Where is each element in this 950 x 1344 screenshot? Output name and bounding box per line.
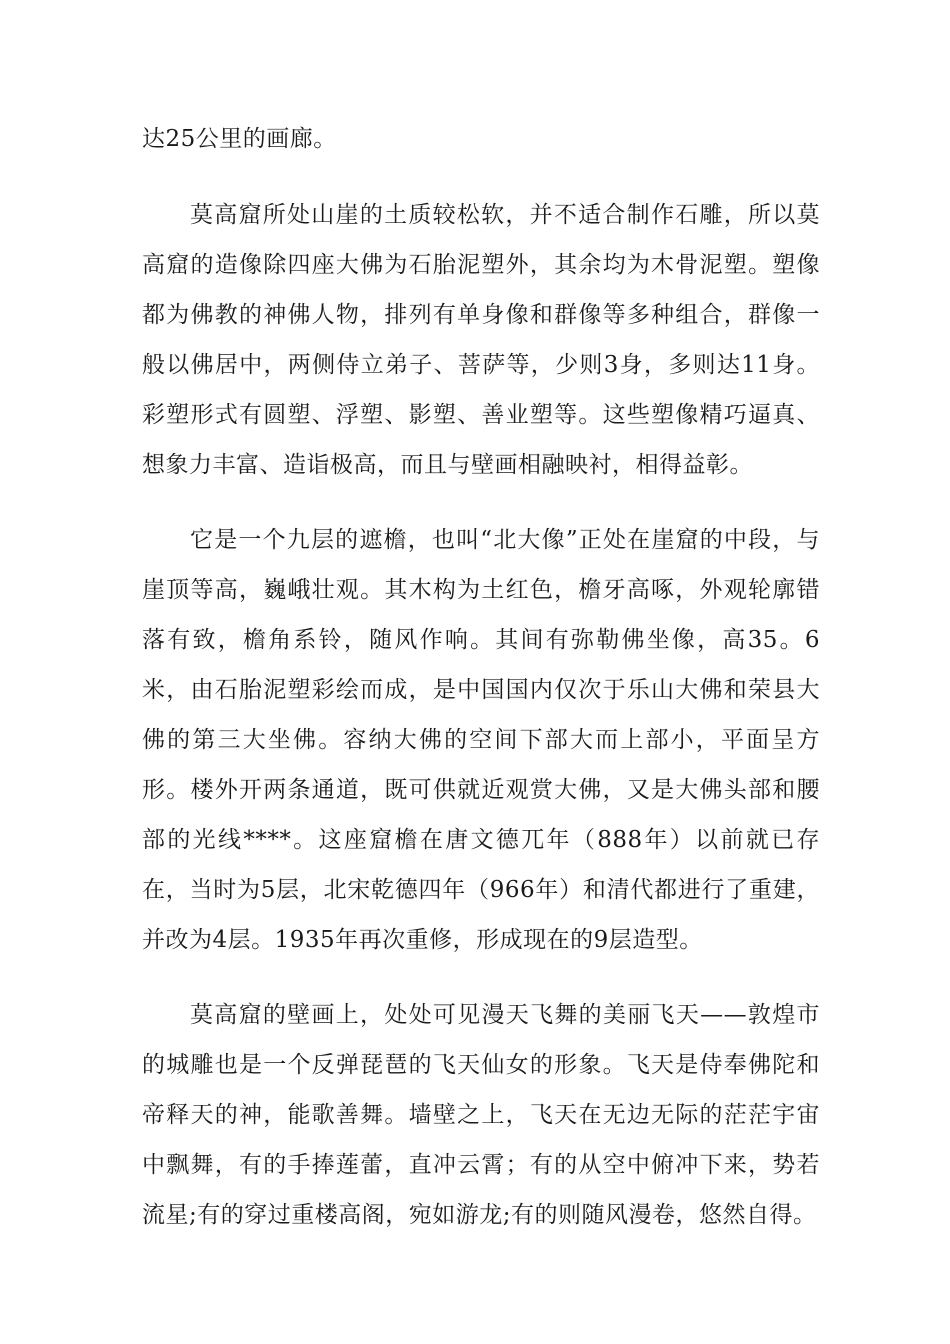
- paragraph-4: 莫高窟的壁画上，处处可见漫天飞舞的美丽飞天——敦煌市的城雕也是一个反弹琵琶的飞天仙女的形象。飞天是侍奉佛陀和帝释天的神，能歌善舞。墙壁之上，飞天在无边无际的茫茫宇宙中飘舞，有的手捧莲蕾，直冲云霄；有的从空中俯冲下来，势若流星;有的穿过重楼高阁，宛如游龙;有的则随风漫卷，悠然自得。: [142, 1002, 820, 1228]
- document-page: [142, 114, 820, 1265]
- paragraph-3: 它是一个九层的遮檐，也叫“北大像”正处在崖窟的中段，与崖顶等高，巍峨壮观。其木构为土红色，檐牙高啄，外观轮廓错落有致，檐角系铃，随风作响。其间有弥勒佛坐像，高35。6米，由石胎泥塑彩绘而成，是中国国内仅次于乐山大佛和荣县大佛的第三大坐佛。容纳大佛的空间下部大而上部小，平面呈方形。楼外开两条通道，既可供就近观赏大佛，又是大佛头部和腰部的光线****。这座窟檐在唐文德兀年（888年）以前就已存在，当时为5层，北宋乾德四年（966年）和清代都进行了重建，并改为4层。1935年再次重修，形成现在的9层造型。: [142, 527, 820, 953]
- paragraph-2: 莫高窟所处山崖的土质较松软，并不适合制作石雕，所以莫高窟的造像除四座大佛为石胎泥塑外，其余均为木骨泥塑。塑像都为佛教的神佛人物，排列有单身像和群像等多种组合，群像一般以佛居中，两侧侍立弟子、菩萨等，少则3身，多则达11身。彩塑形式有圆塑、浮塑、影塑、善业塑等。这些塑像精巧逼真、想象力丰富、造诣极高，而且与壁画相融映衬，相得益彰。: [142, 202, 820, 478]
- paragraph-1: 达25公里的画廊。: [142, 126, 337, 152]
